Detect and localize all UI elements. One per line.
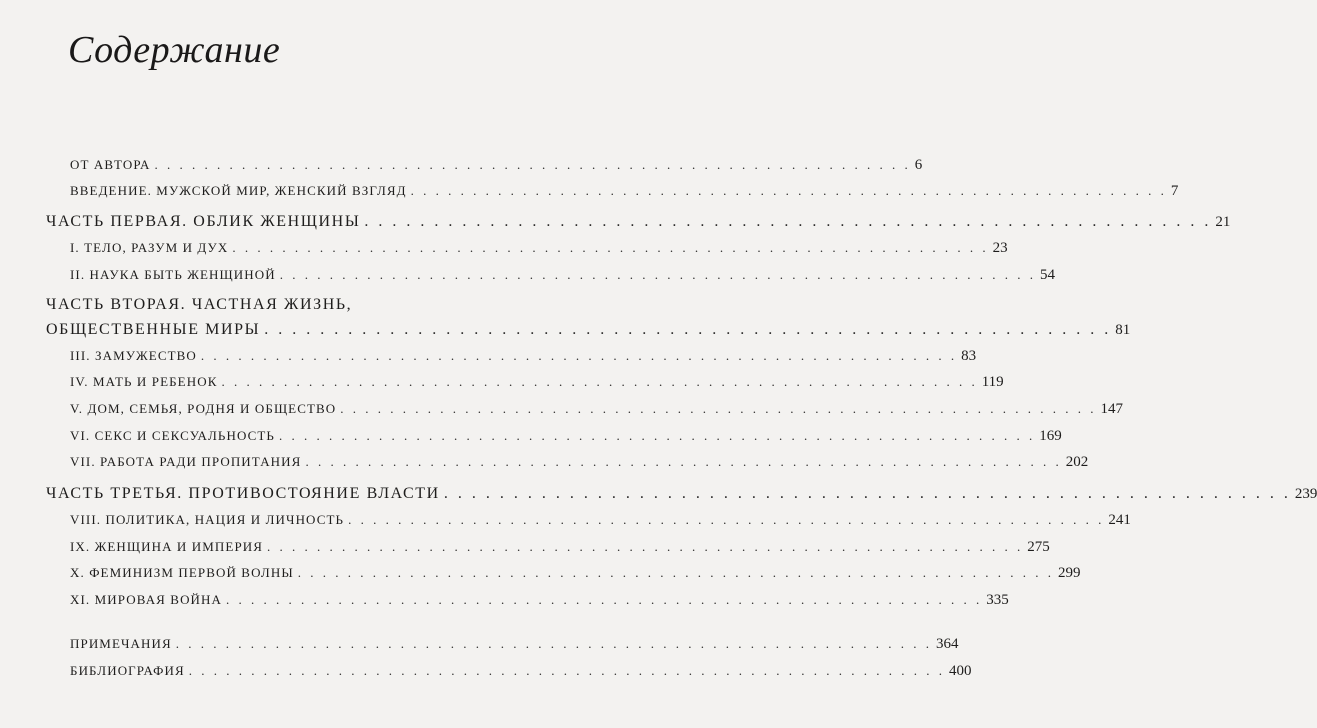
- toc-part-three[interactable]: [46, 485, 1317, 503]
- toc-chapter-7[interactable]: [70, 454, 1089, 471]
- dot-leader: . . . . . . . . . . . . . . . . . . . . . . . . . . . . . . . . . . . . . . . . . . . . . . . . . . . . . . . . . . . . .: [279, 267, 1036, 282]
- dot-leader: . . . . . . . . . . . . . . . . . . . . . . . . . . . . . . . . . . . . . . . . . . . . . . . . . . . . . . . . . . . . .: [154, 157, 911, 172]
- page-number: 335: [986, 592, 1009, 608]
- toc-chapter-2[interactable]: [70, 267, 1055, 284]
- page-number: 400: [949, 663, 972, 679]
- dot-leader: . . . . . . . . . . . . . . . . . . . . . . . . . . . . . . . . . . . . . . . . . . . . . . . . . . . . . . . . . . . . .: [340, 401, 1097, 416]
- toc-chapter-10[interactable]: [70, 565, 1081, 582]
- page-number: 83: [961, 348, 977, 364]
- entry-label: I. ТЕЛО, РАЗУМ И ДУХ: [70, 240, 229, 255]
- toc-entry-notes[interactable]: [70, 636, 959, 653]
- entry-label: ОТ АВТОРА: [70, 157, 151, 172]
- toc-chapter-1[interactable]: [70, 240, 1008, 257]
- page-number: 241: [1108, 512, 1131, 528]
- entry-label: V. ДОМ, СЕМЬЯ, РОДНЯ И ОБЩЕСТВО: [70, 401, 337, 416]
- page-number: 21: [1215, 214, 1231, 230]
- toc-chapter-3[interactable]: [70, 348, 977, 365]
- page-number: 169: [1039, 428, 1062, 444]
- dot-leader: . . . . . . . . . . . . . . . . . . . . . . . . . . . . . . . . . . . . . . . . . . . . . . . . . . . . . . . . . . . . .: [264, 321, 1112, 338]
- page-number: 275: [1027, 539, 1050, 555]
- page-number: 119: [981, 374, 1004, 390]
- dot-leader: . . . . . . . . . . . . . . . . . . . . . . . . . . . . . . . . . . . . . . . . . . . . . . . . . . . . . . . . . . . . .: [267, 539, 1024, 554]
- dot-leader: . . . . . . . . . . . . . . . . . . . . . . . . . . . . . . . . . . . . . . . . . . . . . . . . . . . . . . . . . . . . .: [200, 348, 958, 363]
- page-number: 54: [1039, 267, 1055, 283]
- page-number: 239: [1294, 486, 1317, 502]
- dot-leader: . . . . . . . . . . . . . . . . . . . . . . . . . . . . . . . . . . . . . . . . . . . . . . . . . . . . . . . . . . . . .: [175, 636, 933, 651]
- toc-entry-author-note[interactable]: [70, 157, 923, 174]
- entry-label: ВВЕДЕНИЕ. МУЖСКОЙ МИР, ЖЕНСКИЙ ВЗГЛЯД: [70, 183, 407, 198]
- dot-leader: . . . . . . . . . . . . . . . . . . . . . . . . . . . . . . . . . . . . . . . . . . . . . . . . . . . . . . . . . . . . .: [348, 512, 1105, 527]
- entry-label: XI. МИРОВАЯ ВОЙНА: [70, 592, 223, 607]
- entry-label: VIII. ПОЛИТИКА, НАЦИЯ И ЛИЧНОСТЬ: [70, 512, 345, 527]
- dot-leader: . . . . . . . . . . . . . . . . . . . . . . . . . . . . . . . . . . . . . . . . . . . . . . . . . . . . . . . . . . . . .: [232, 240, 989, 255]
- toc-entry-introduction[interactable]: [70, 183, 1179, 200]
- page-number: 23: [992, 240, 1008, 256]
- toc-chapter-8[interactable]: [70, 512, 1131, 529]
- part-label: ЧАСТЬ ПЕРВАЯ. ОБЛИК ЖЕНЩИНЫ: [46, 213, 361, 230]
- entry-label: IV. МАТЬ И РЕБЕНОК: [70, 374, 218, 389]
- toc-entry-bibliography[interactable]: [70, 663, 972, 680]
- entry-label: IX. ЖЕНЩИНА И ИМПЕРИЯ: [70, 539, 264, 554]
- entry-label: VII. РАБОТА РАДИ ПРОПИТАНИЯ: [70, 454, 302, 469]
- entry-label: III. ЗАМУЖЕСТВО: [70, 348, 197, 363]
- entry-label: II. НАУКА БЫТЬ ЖЕНЩИНОЙ: [70, 267, 276, 282]
- toc-chapter-5[interactable]: [70, 401, 1124, 418]
- dot-leader: . . . . . . . . . . . . . . . . . . . . . . . . . . . . . . . . . . . . . . . . . . . . . . . . . . . . . . . . . . . . .: [297, 565, 1055, 580]
- toc-chapter-4[interactable]: [70, 374, 1004, 391]
- dot-leader: . . . . . . . . . . . . . . . . . . . . . . . . . . . . . . . . . . . . . . . . . . . . . . . . . . . . . . . . . . . . .: [364, 213, 1212, 230]
- page-number: 364: [936, 636, 959, 652]
- part-label: ОБЩЕСТВЕННЫЕ МИРЫ: [46, 321, 261, 338]
- page-number: 81: [1115, 322, 1131, 338]
- part-label: ЧАСТЬ ТРЕТЬЯ. ПРОТИВОСТОЯНИЕ ВЛАСТИ: [46, 485, 440, 502]
- dot-leader: . . . . . . . . . . . . . . . . . . . . . . . . . . . . . . . . . . . . . . . . . . . . . . . . . . . . . . . . . . . . .: [305, 454, 1062, 469]
- toc-part-two[interactable]: [46, 321, 1131, 339]
- dot-leader: . . . . . . . . . . . . . . . . . . . . . . . . . . . . . . . . . . . . . . . . . . . . . . . . . . . . . . . . . . . . .: [279, 428, 1036, 443]
- dot-leader: . . . . . . . . . . . . . . . . . . . . . . . . . . . . . . . . . . . . . . . . . . . . . . . . . . . . . . . . . . . . .: [221, 374, 978, 389]
- entry-label: X. ФЕМИНИЗМ ПЕРВОЙ ВОЛНЫ: [70, 565, 294, 580]
- dot-leader: . . . . . . . . . . . . . . . . . . . . . . . . . . . . . . . . . . . . . . . . . . . . . . . . . . . . . . . . . . . . .: [226, 592, 983, 607]
- page-number: 6: [914, 157, 923, 173]
- toc-chapter-11[interactable]: [70, 592, 1009, 609]
- page-number: 202: [1065, 454, 1089, 470]
- page-number: 299: [1058, 565, 1081, 581]
- dot-leader: . . . . . . . . . . . . . . . . . . . . . . . . . . . . . . . . . . . . . . . . . . . . . . . . . . . . . . . . . . . . .: [410, 183, 1167, 198]
- toc-chapter-9[interactable]: [70, 539, 1050, 556]
- toc-part-one[interactable]: [46, 213, 1231, 231]
- entry-label: БИБЛИОГРАФИЯ: [70, 663, 185, 678]
- dot-leader: . . . . . . . . . . . . . . . . . . . . . . . . . . . . . . . . . . . . . . . . . . . . . . . . . . . . . . . . . . . . .: [443, 485, 1291, 502]
- entry-label: ПРИМЕЧАНИЯ: [70, 636, 172, 651]
- entry-label: VI. СЕКС И СЕКСУАЛЬНОСТЬ: [70, 428, 275, 443]
- page-title: Содержание: [68, 29, 281, 71]
- part-two-label-line1[interactable]: ЧАСТЬ ВТОРАЯ. ЧАСТНАЯ ЖИЗНЬ,: [46, 296, 353, 313]
- page-number: 147: [1100, 401, 1124, 417]
- dot-leader: . . . . . . . . . . . . . . . . . . . . . . . . . . . . . . . . . . . . . . . . . . . . . . . . . . . . . . . . . . . . .: [188, 663, 946, 678]
- page-number: 7: [1170, 183, 1179, 199]
- toc-chapter-6[interactable]: [70, 428, 1062, 445]
